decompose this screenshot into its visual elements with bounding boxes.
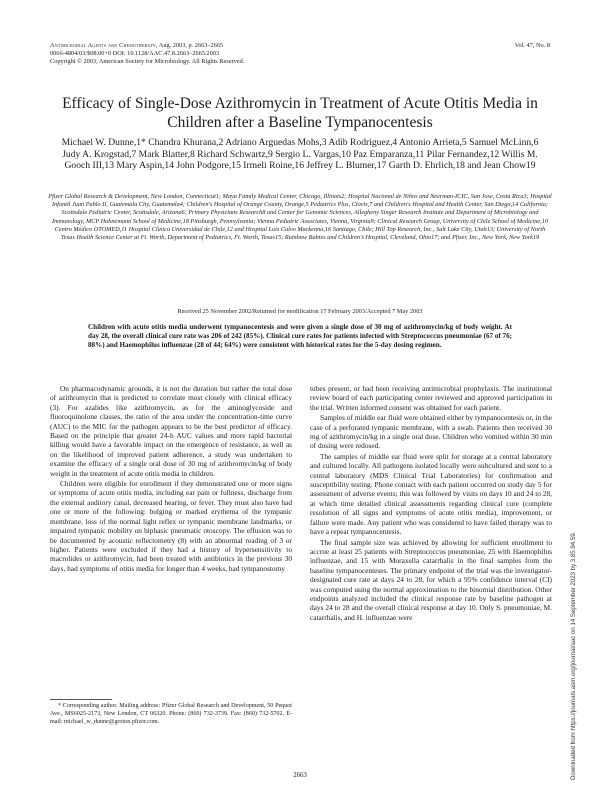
journal-name: Antimicrobial Agents and Chemotherapy <box>50 42 156 49</box>
issn-doi: 0066-4804/03/$08.00+0 DOI: 10.1128/AAC.47.8.2663–2665.2003 <box>50 50 220 58</box>
article-title: Efficacy of Single-Dose Azithromycin in Treatment of Acute Otitis Media in Children after a Baseline Tympanocentesis <box>62 95 538 131</box>
left-column <box>50 384 292 573</box>
received-dates: Received 25 November 2002/Returned for modification 17 February 2003/Accepted 7 May 2003 <box>177 308 423 315</box>
running-header <box>50 42 470 67</box>
page-number: 2663 <box>293 772 307 779</box>
body-paragraph: On pharmacodynamic grounds, it is not the duration but rather the total dose of azithromycin that is predicted to correlate most closely with clinical efficacy (3). For azalides like azithromycin, as for the aminoglycoside and fluoroquinolone classes, the ratio of the area under the concentration-time curve (AUC) to the MIC for the pathogen appears to be the best predictor of efficacy. Based on the principle that greater 24-h AUC values and more rapid bacterial killing would have a favorable impact on the emergence of resistance, as well as on the likelihood of improved patient adherence, a study was undertaken to examine the efficacy of a single oral dose of 30 mg of azithromycin/kg of body weight in the treatment of acute otitis media in children. <box>50 384 292 478</box>
author-list: Michael W. Dunne,1* Chandra Khurana,2 Adriano Arguedas Mohs,3 Adib Rodriguez,4 Antonio Arrieta,5 Samuel McLinn,6 Judy A. Krogstad,7 Mark Blatter,8 Richard Schwartz,9 Sergio L. Vargas,10 Paz Emparanza,11 Pilar Fernandez,12 Willis M. Gooch III,13 Mary Aspin,14 John Podgore,15 Irmeli Roine,16 Jeffrey L. Blumer,17 Garth D. Ehrlich,18 and Jean Chow19 <box>61 137 539 172</box>
body-paragraph: tubes present, or had been receiving antimicrobial prophylaxis. The institutional review board of each participating center reviewed and approved participation in the trial. Written informed consent was obtained for each patient. <box>310 384 552 412</box>
citation: , Aug. 2003, p. 2663–2665 <box>155 42 224 49</box>
affiliations: Pfizer Global Research & Development, New London, Connecticut1; Maya Family Medical Center, Chicago, Illinois2; Hospital Nacional de Niños and Neerman-ICIC, San Jose, Costa Rica3; Hospital Infantil Juan Pablo II, Guatemala City, Guatemala4; Children's Hospital of Orange County, Orange,5 Pediatrics Plus, Clovis,7 and Children's Hospital and Health Center, San Diego,14 California; Scottsdale Pediatric Center, Scottsdale, Arizona6; Primary Physicians Research8 and Center for Genomic Sciences, Allegheny Singer Research Institute and Department of Microbiology and Immunology, MCP Hahnemann School of Medicine,18 Pittsburgh, Pennsylvania; Vienna Pediatric Associates, Vienna, Virginia9; Clinical Research Group, University of Chile School of Medicine,10 Centro Médico OTOMED,11 Hospital Clínico Universidad de Chile,12 and Hospital Luis Calvo Mackenna,16 Santiago, Chile; Hill Top Research, Inc., Salt Lake City, Utah13; University of North Texas Health Science Center at Ft. Worth, Department of Pediatrics, Ft. Worth, Texas15; Rainbow Babies and Children's Hospital, Cleveland, Ohio17; and Pfizer, Inc., New York, New York19 <box>48 193 552 242</box>
abstract: Children with acute otitis media underwent tympanocentesis and were given a single dose of 30 mg of azithromycin/kg of body weight. At day 28, the overall clinical cure rate was 206 of 242 (85%). Clinical cure rates for patients infected with Streptococcus pneumoniae (67 of 76; 88%) and Haemophilus influenzae (28 of 44; 64%) were consistent with historical rates for the 5-day dosing regimen. <box>88 323 512 350</box>
body-paragraph: The samples of middle ear fluid were split for storage at a central laboratory and cultured locally. All pathogens isolated locally were subcultured and sent to a central laboratory (MDS Clinical Trial Laboratories) for confirmation and susceptibility testing. Phone contact with each patient occurred on study day 5 for assessment of adverse events; this was followed by visits on days 10 and 24 to 28, at which time detailed clinical assessments regarding clinical cure (complete resolution of all signs and symptoms of acute otitis media), improvement, or failure were made. Any patient who was considered to have failed therapy was to have a repeat tympanocentesis. <box>310 451 552 537</box>
copyright: Copyright © 2003, American Society for Microbiology. All Rights Reserved. <box>50 58 245 66</box>
download-watermark: Downloaded from https://journals.asm.org/journal/aac on 14 September 2023 by 3.85.94.59. <box>570 531 577 780</box>
corresponding-author-footnote: * Corresponding author. Mailing address: Pfizer Global Research and Development, 50 Pequot Ave., MS6025-2173, New London, CT 06320. Phone: (860) 732-3739. Fax: (860) 732-5702. E-mail: michael_w_dunne@groton.pfizer.com. <box>50 703 292 725</box>
footnote-divider <box>50 699 112 700</box>
volume-number: Vol. 47, No. 8 <box>514 42 550 49</box>
body-paragraph: Samples of middle ear fluid were obtained either by tympanocentesis or, in the case of a perforated tympanic membrane, with a swab. Patients then received 30 mg of azithromycin/kg in a single oral dose. Children who vomited within 30 min of dosing were redosed. <box>310 413 552 451</box>
body-paragraph: Children were eligible for enrollment if they demonstrated one or more signs or symptoms of acute otitis media, including ear pain or fullness, discharge from the external auditory canal, decreased hearing, or fever. They must also have had one or more of the following: bulging or marked erythema of the tympanic membrane, loss of the normal light reflex or tympanic membrane landmarks, or impaired tympanic mobility on biphasic pneumatic otoscopy. The effusion was to be documented by acoustic reflectometry (8) with an abnormal reading of 3 or higher. Patients were excluded if they had a history of hypersensitivity to macrolides or azithromycin, had been treated with antibiotics in the previous 30 days, had symptoms of otitis media for longer than 4 weeks, had tympanostomy <box>50 479 292 573</box>
right-column <box>310 384 552 622</box>
body-paragraph: The final sample size was achieved by allowing for sufficient enrollment to accrue at least 25 patients with Streptococcus pneumoniae, 25 with Haemophilus influenzae, and 15 with Moraxella catarrhalis in the final samples from the baseline tympanocenteses. The primary endpoint of the trial was the investigator-designated cure rate at days 24 to 28, for which a 95% confidence interval (CI) was computed using the normal approximation to the binomial distribution. Other endpoints analyzed included the clinical response rate by baseline pathogen at days 24 to 28 and the overall clinical response at day 10. Only S. pneumoniae, M. catarrhalis, and H. influenzae were <box>310 537 552 622</box>
